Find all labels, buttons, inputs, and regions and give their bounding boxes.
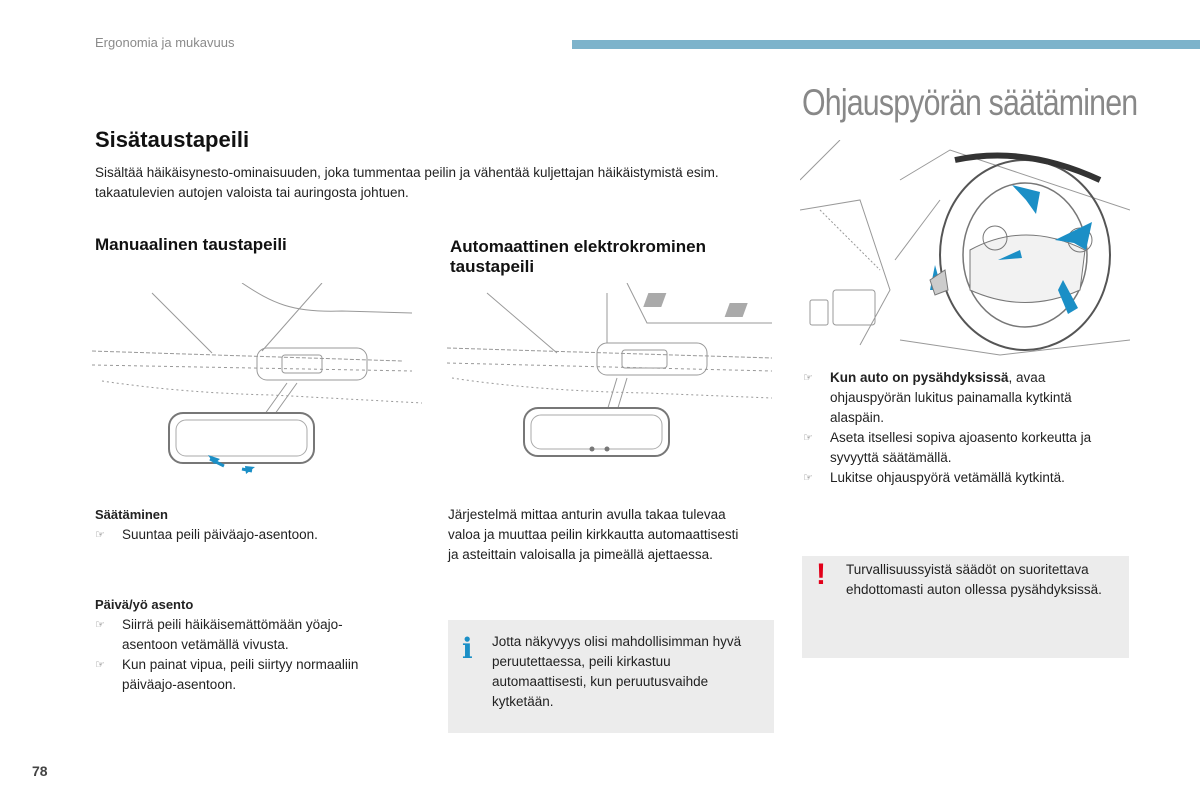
info-text: Jotta näkyvyys olisi mahdollisimman hyvä peruutettaessa, peili kirkastuu automaattisesti, kun peruutusvaihde kytketään. (492, 634, 742, 709)
intro-paragraph: Sisältää häikäisynesto-ominaisuuden, joka tummentaa peilin ja vähentää kuljettajan häikäistymistä esim. takaatulevien autojen valoista tai auringosta johtuen. (95, 165, 719, 200)
page-title: Ohjauspyörän säätäminen (802, 82, 1138, 123)
steering-instructions (803, 368, 1123, 488)
auto-description: Järjestelmä mittaa anturin avulla takaa tulevaa valoa ja muuttaa peilin kirkkautta automaattisesti ja asteittain valoisalla ja pimeällä ajettaessa. (448, 507, 739, 562)
steering-step-3: ☞ Lukitse ohjauspyörä vetämällä kytkintä. (803, 468, 1123, 488)
warning-text: Turvallisuussyistä säädöt on suoritettava ehdottomasti auton ollessa pysähdyksissä. (846, 562, 1102, 597)
auto-mirror-illustration (447, 283, 777, 463)
steering-step-1: ☞ Kun auto on pysähdyksissä, avaa ohjauspyörän lukitus painamalla kytkintä alaspäin. (803, 368, 1123, 428)
info-icon: i (462, 632, 473, 665)
adjust-list (95, 525, 395, 545)
steering-wheel-illustration (800, 140, 1130, 360)
manual-mirror-title: Manuaalinen taustapeili (95, 235, 287, 254)
header-accent-bar (572, 40, 1200, 49)
daynight-item: ☞ Siirrä peili häikäisemättömään yöajo-asentoon vetämällä vivusta. (95, 615, 395, 655)
daynight-item: ☞ Kun painat vipua, peili siirtyy normaaliin päiväajo-asentoon. (95, 655, 395, 695)
steering-step-2: ☞ Aseta itsellesi sopiva ajoasento korkeutta ja syvyyttä säätämällä. (803, 428, 1123, 468)
daynight-list (95, 615, 395, 695)
adjust-item: ☞ Suuntaa peili päiväajo-asentoon. (95, 525, 395, 545)
daynight-label: Päivä/yö asento (95, 597, 194, 612)
manual-mirror-illustration (92, 283, 422, 483)
auto-mirror-title: Automaattinen elektrokrominen taustapeili (450, 237, 706, 276)
adjust-label: Säätäminen (95, 507, 168, 522)
warning-icon: ! (816, 558, 826, 591)
running-header: Ergonomia ja mukavuus (95, 35, 235, 50)
section-title: Sisätaustapeili (95, 127, 250, 152)
page-number: 78 (32, 763, 48, 779)
